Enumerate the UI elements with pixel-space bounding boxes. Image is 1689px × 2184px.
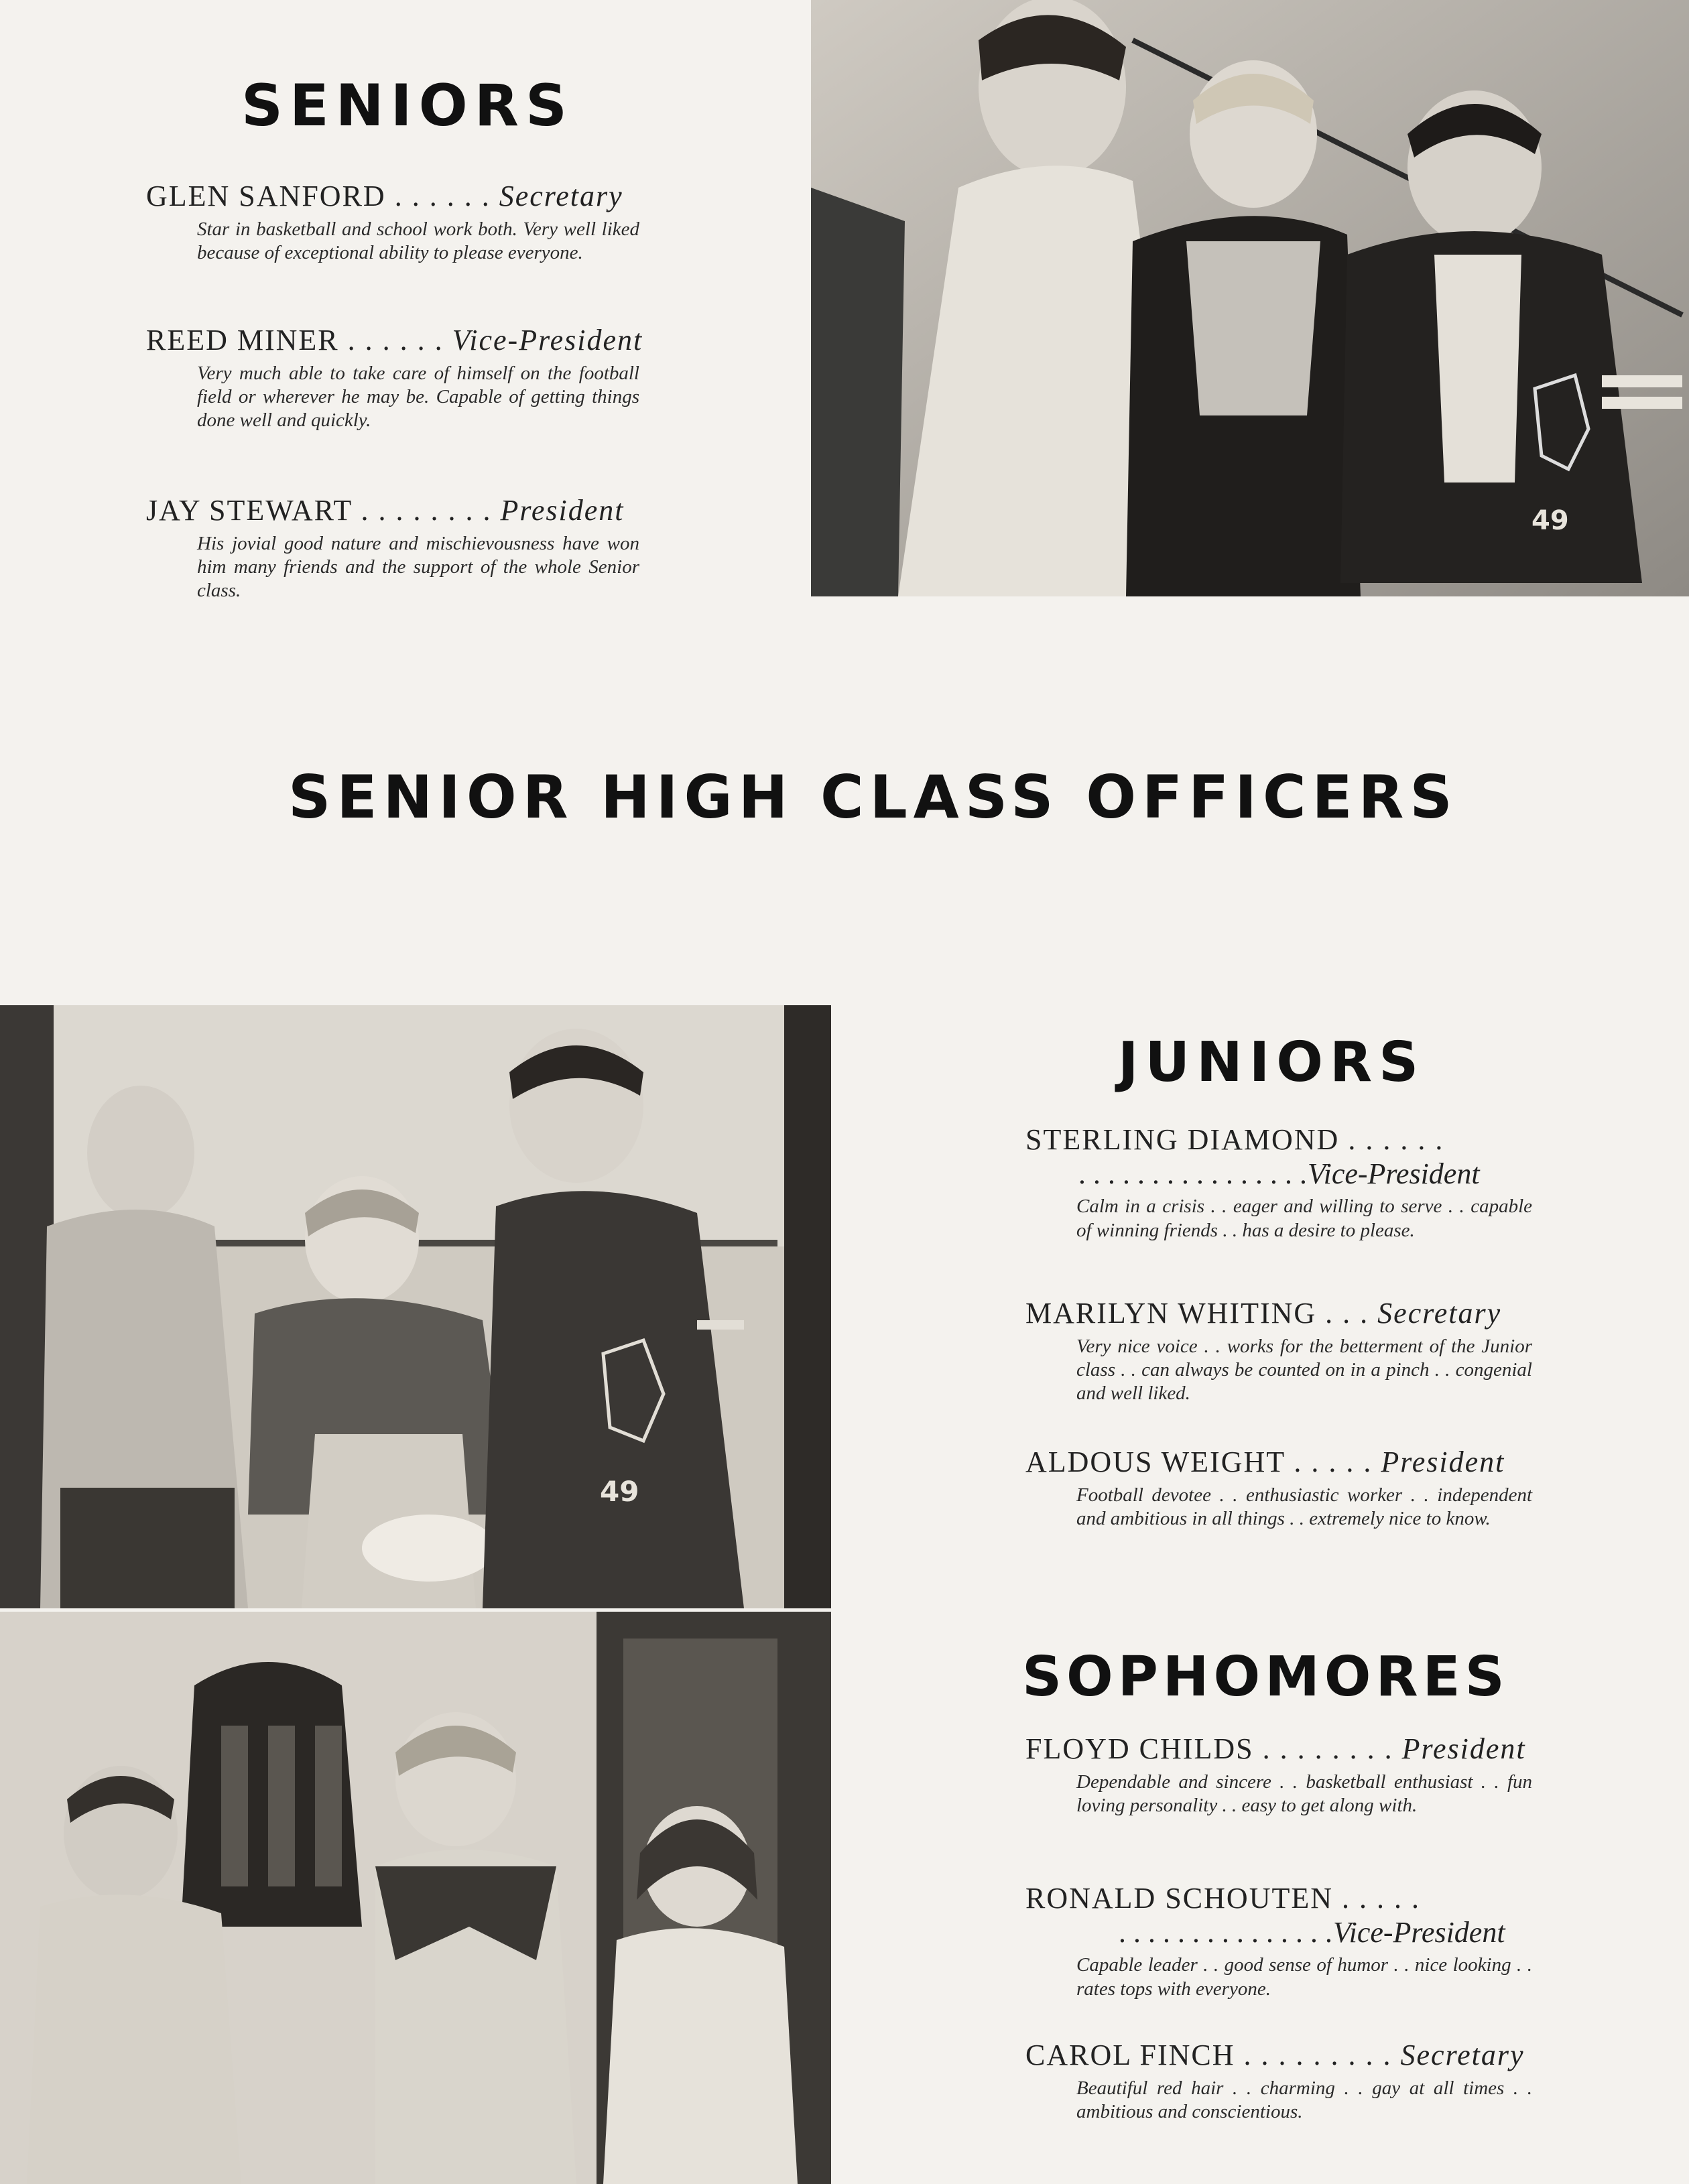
seniors-heading: SENIORS <box>241 72 574 139</box>
sophomores-photo <box>0 1612 831 2184</box>
leader-dots: . . . . . . . . . <box>1235 2039 1392 2071</box>
officer-name: MARILYN WHITING <box>1025 1297 1317 1330</box>
officer-name: STERLING DIAMOND <box>1025 1123 1340 1156</box>
officer-description: Football devotee . . enthusiastic worker . . independent and ambitious in all things . . extremely nice to know. <box>1076 1484 1532 1529</box>
senior-officer-president <box>146 494 655 603</box>
officer-description: Dependable and sincere . . basketball enthusiast . . fun loving personality . . easy to get along with. <box>1076 1771 1532 1816</box>
officer-role: Secretary <box>1400 2039 1525 2071</box>
officer-description: Star in basketball and school work both. Very well liked because of exceptional ability to please everyone. <box>197 218 639 263</box>
officer-role: Secretary <box>499 180 623 212</box>
senior-officer-secretary <box>146 180 655 265</box>
officer-description: Capable leader . . good sense of humor . . nice looking . . rates tops with everyone. <box>1076 1954 1532 2000</box>
officer-description: Calm in a crisis . . eager and willing to serve . . capable of winning friends . . has a desire to please. <box>1076 1196 1532 1241</box>
officer-role: President <box>500 494 625 527</box>
leader-dots: . . . . . . . . <box>1253 1732 1393 1765</box>
officer-name: FLOYD CHILDS <box>1025 1732 1254 1765</box>
junior-officer-vice-president <box>1025 1123 1562 1242</box>
officer-role: President <box>1381 1446 1505 1478</box>
officer-role: Vice-President <box>1333 1915 1505 1949</box>
officer-description: His jovial good nature and mischievousness have won him many friends and the support of the whole Senior class. <box>197 532 639 602</box>
sophomore-officer-vice-president <box>1025 1882 1562 2001</box>
officer-name: CAROL FINCH <box>1025 2039 1235 2071</box>
seniors-photo <box>811 0 1689 596</box>
page-title: SENIOR HIGH CLASS OFFICERS <box>288 763 1458 832</box>
officer-name: RONALD SCHOUTEN <box>1025 1882 1333 1915</box>
officer-role: President <box>1401 1732 1526 1765</box>
officer-description: Beautiful red hair . . charming . . gay at all times . . ambitious and conscientious. <box>1076 2077 1532 2122</box>
leader-dots: . . . . . <box>1285 1446 1373 1478</box>
jersey-number: 49 <box>1531 505 1569 536</box>
leader-dots: . . . . . . <box>385 180 491 212</box>
officer-description: Very much able to take care of himself on the football field or wherever he may be. Capable of getting things done well and quickly. <box>197 362 639 432</box>
officer-name: JAY STEWART <box>146 494 353 527</box>
officer-name: GLEN SANFORD <box>146 180 386 212</box>
jersey-number: 49 <box>600 1475 639 1508</box>
leader-dots: . . . . . . . . . . . . . . . <box>1119 1915 1333 1949</box>
juniors-photo <box>0 1005 831 1608</box>
officer-role: Vice-President <box>452 324 643 357</box>
officer-description: Very nice voice . . works for the betterment of the Junior class . . can always be counted on in a pinch . . congenial and well liked. <box>1076 1335 1532 1405</box>
senior-officer-vice-president <box>146 324 655 433</box>
junior-officer-secretary <box>1025 1297 1562 1406</box>
sophomore-officer-president <box>1025 1732 1562 1817</box>
leader-dots: . . . . . . <box>338 324 444 357</box>
sophomore-officer-secretary <box>1025 2039 1562 2124</box>
officer-role: Secretary <box>1377 1297 1502 1330</box>
junior-officer-president <box>1025 1446 1562 1531</box>
leader-dots: . . . <box>1316 1297 1369 1330</box>
officer-name: REED MINER <box>146 324 339 357</box>
leader-dots: . . . . . . . . . . . . . . . . <box>1079 1157 1308 1190</box>
officer-name: ALDOUS WEIGHT <box>1025 1446 1286 1478</box>
leader-dots: . . . . . <box>1333 1882 1420 1915</box>
leader-dots: . . . . . . <box>1339 1123 1444 1156</box>
juniors-heading: JUNIORS <box>1118 1031 1426 1094</box>
sophomores-heading: SOPHOMORES <box>1022 1645 1509 1709</box>
leader-dots: . . . . . . . . <box>352 494 492 527</box>
officer-role: Vice-President <box>1308 1157 1480 1190</box>
